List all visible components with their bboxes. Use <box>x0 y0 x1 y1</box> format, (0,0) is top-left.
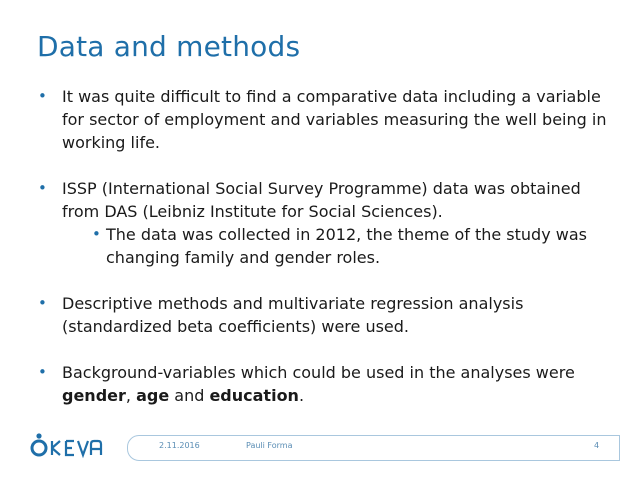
bullet-text: ISSP (International Social Survey Programme) data was obtained from DAS (Leibniz Institute for Social Sciences). <box>62 179 581 221</box>
bold-gender: gender <box>62 386 126 405</box>
slide-footer <box>0 422 638 467</box>
sub-bullet-dot-icon: • <box>92 225 101 243</box>
slide-title: Data and methods <box>37 30 301 63</box>
footer-author: Pauli Forma <box>246 441 293 450</box>
keva-logo <box>30 430 124 460</box>
bullet-item <box>38 361 613 407</box>
bullet-dot-icon: • <box>38 179 47 197</box>
suffix: . <box>298 386 305 405</box>
sub-bullet-text: The data was collected in 2012, the theme of the study was changing family and gender roles. <box>106 225 587 267</box>
bullet-item <box>38 85 613 154</box>
bullet-dot-icon: • <box>38 363 47 381</box>
bullet-text: It was quite difficult to find a comparative data including a variable for sector of employment and variables measuring the well being in working life. <box>62 87 607 152</box>
slide-content <box>38 85 613 430</box>
bullet-dot-icon: • <box>38 87 47 105</box>
separator: and <box>169 386 210 405</box>
footer-date: 2.11.2016 <box>159 441 200 450</box>
bullet-text-prefix: Background-variables which could be used in the analyses were <box>62 363 575 382</box>
bullet-dot-icon: • <box>38 294 47 312</box>
bullet-item <box>38 177 613 223</box>
footer-bar <box>127 435 620 461</box>
sub-bullet-item <box>92 223 613 269</box>
bullet-item <box>38 292 613 338</box>
page-number: 4 <box>594 441 600 450</box>
bold-education: education <box>209 386 299 405</box>
separator: , <box>125 386 137 405</box>
bold-age: age <box>136 386 170 405</box>
bullet-text: Descriptive methods and multivariate regression analysis (standardized beta coefficients) were used. <box>62 294 524 336</box>
